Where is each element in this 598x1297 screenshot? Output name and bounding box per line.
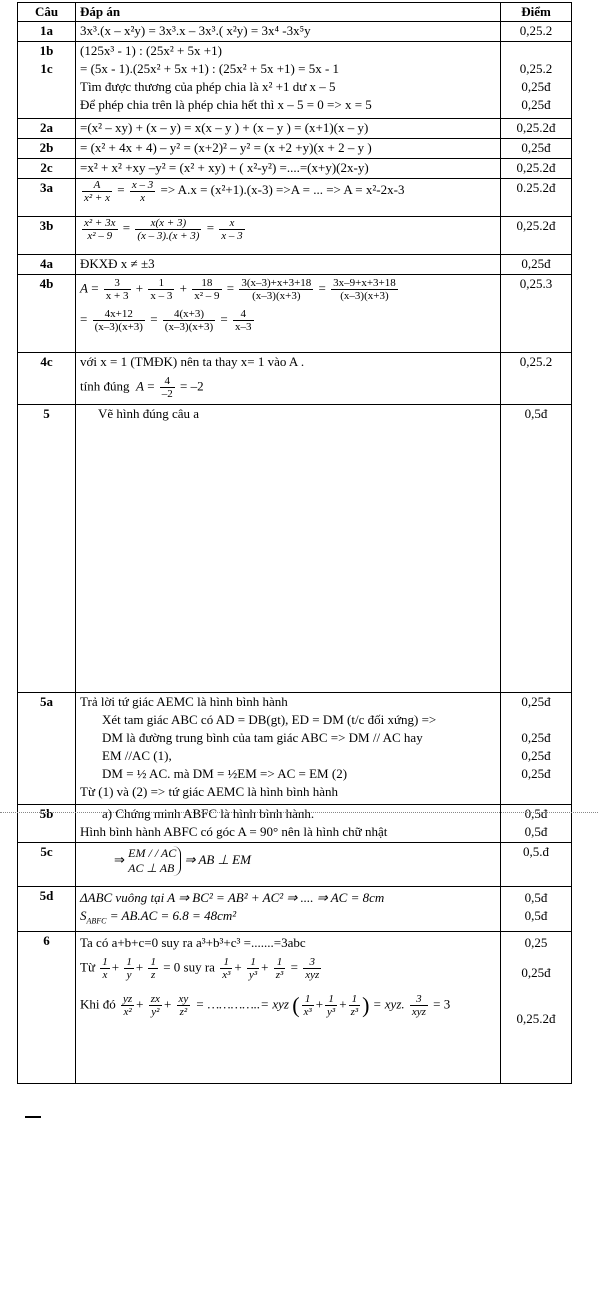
row-4b	[18, 275, 572, 353]
header-cau: Câu	[18, 3, 76, 22]
score: 0,25.2đ	[501, 217, 572, 255]
answer-line: Ta có a+b+c=0 suy ra a³+b³+c³ =.......=3abc	[80, 934, 306, 950]
answer-line: ΔABC vuông tại A ⇒ BC² = AB² + AC² ⇒ .... ⇒ AC = 8cm	[80, 890, 385, 905]
fraction: $\frac{4}{-2}$	[161, 375, 173, 400]
score: 0,25.3	[501, 275, 572, 353]
row-2c	[18, 159, 572, 179]
fraction: $\frac{1}{x - 3}$	[150, 277, 173, 302]
fraction: $\frac{x - 3}{x}$	[131, 179, 154, 204]
score: 0,5đ	[524, 908, 548, 923]
answer-line: Tìm được thương của phép chia là x² +1 dư x – 5	[80, 79, 336, 94]
row-5c	[18, 843, 572, 887]
answer-text: = (x² + 4x + 4) – y² = (x+2)² – y² = (x +2 +y)(x + 2 – y )	[76, 139, 501, 159]
row-5	[18, 405, 572, 693]
score: 0,25đ	[521, 964, 551, 980]
answer-line: Trả lời tứ giác AEMC là hình bình hành	[80, 694, 288, 709]
answer-line: DM là đường trung bình của tam giác ABC => DM // AC hay	[102, 730, 423, 745]
header-row	[18, 3, 572, 22]
answer-line: Xét tam giác ABC có AD = DB(gt), ED = DM (t/c đối xứng) =>	[102, 712, 437, 727]
page-break-dotted-line	[0, 812, 598, 813]
cau-label: 1c	[40, 61, 53, 76]
row-1a	[18, 22, 572, 42]
score: 0.25.2đ	[501, 179, 572, 217]
score: 0,5đ	[524, 806, 548, 821]
row-5d	[18, 887, 572, 932]
formula: Khi đó $\frac{yz}{\text{x²}}$ + $\frac{zx}{\text{y²}}$ + $\frac{xy}{\text{z²}}$ = …………..= xyz ( $\frac{1}{\text{x³}}$ + $\frac{1}{\text{y³}}$ + $\frac{1}{\text{z³}}$ ) = xyz. $\frac{3}{\text{xyz}}$ = 3	[80, 992, 451, 1018]
formula: = $\frac{4x+12}{(x-3)(x+3)}$ = $\frac{4(x+3)}{(x-3)(x+3)}$ = $\frac{4}{x-3}$	[80, 308, 252, 333]
fraction: $\frac{3}{x + 3}$	[105, 277, 129, 302]
score: 0,25.2	[501, 22, 572, 42]
answer-text: =x² + x² +xy –y² = (x² + xy) + ( x²-y²) =....=(x+y)(2x-y)	[76, 159, 501, 179]
score: 0,25đ	[521, 748, 551, 763]
score: 0,25đ	[521, 730, 551, 745]
footer-dash	[25, 1116, 41, 1118]
score: 0,25.2	[519, 61, 553, 76]
score: 0,5đ	[524, 824, 548, 839]
header-diem: Điểm	[501, 3, 572, 22]
answer-line: DM = ½ AC. mà DM = ½EM => AC = EM (2)	[102, 766, 348, 781]
cau-label: 5d	[18, 887, 76, 932]
answer-text: => A.x = (x²+1).(x-3) =>A = ... => A = x²-2x-3	[160, 182, 405, 198]
row-3b	[18, 217, 572, 255]
answer-text: Vẽ hình đúng câu a	[76, 405, 501, 693]
answer-text: ĐKXĐ x ≠ ±3	[76, 255, 501, 275]
row-2a	[18, 119, 572, 139]
answer-line: với x = 1 (TMĐK) nên ta thay x= 1 vào A .	[80, 354, 305, 369]
answer-line: Hình bình hành ABFC có góc A = 90° nên là hình chữ nhật	[80, 824, 388, 839]
answer-text: =(x² – xy) + (x – y) = x(x – y ) + (x – y ) = (x+1)(x – y)	[76, 119, 501, 139]
score: 0,25.2đ	[501, 119, 572, 139]
cau-label: 5a	[18, 693, 76, 805]
cau-label: 4a	[18, 255, 76, 275]
fraction: $\frac{\text{x² + 3x}}{\text{x² – 9}}$	[84, 217, 116, 242]
answer-line: (125x³ - 1) : (25x² + 5x +1)	[80, 43, 222, 58]
row-3a	[18, 179, 572, 217]
score: 0,5đ	[524, 890, 548, 905]
cau-label: 2b	[18, 139, 76, 159]
score: 0,5.đ	[501, 843, 572, 887]
fraction: $\frac{x(x + 3)}{(x - 3).(x + 3)}$	[137, 217, 200, 242]
cau-label: 3b	[18, 217, 76, 255]
score: 0,25đ	[521, 766, 551, 781]
score: 0,25đ	[521, 97, 551, 112]
fraction: $\frac{A}{\text{x² + x}}$	[84, 179, 110, 204]
fraction: $\frac{4}{x-3}$	[235, 308, 252, 333]
score: 0,5đ	[501, 405, 572, 693]
cau-label: 5b	[18, 805, 76, 843]
fraction: $\frac{4x+12}{(x-3)(x+3)}$	[94, 308, 143, 333]
cau-label: 6	[18, 931, 76, 1083]
cau-label: 1b	[39, 43, 54, 58]
fraction: $\frac{x}{x - 3}$	[221, 217, 243, 242]
row-6	[18, 931, 572, 1083]
cau-label: 4c	[18, 353, 76, 405]
answer-line: Từ (1) và (2) => tứ giác AEMC là hình bình hành	[80, 784, 339, 799]
formula: tính đúng A = $\frac{4}{-2}$ = –2	[80, 375, 204, 400]
cau-label: 3a	[18, 179, 76, 217]
formula: $S_{ABFC} = AB.AC = 6.8 = 48cm^2$	[80, 908, 237, 926]
fraction: $\frac{3x-9+x+3+18}{(x-3)(x+3)}$	[333, 277, 396, 302]
row-4a	[18, 255, 572, 275]
cau-label: 5c	[18, 843, 76, 887]
formula: ⇒ EM / / AC AC ⊥ AB ⇒ AB ⊥ EM	[114, 846, 251, 875]
cau-label: 2a	[18, 119, 76, 139]
score: 0,25.2đ	[516, 1010, 556, 1026]
header-dap-an: Đáp án	[76, 3, 501, 22]
cau-label: 2c	[18, 159, 76, 179]
row-4c	[18, 353, 572, 405]
fraction: $\frac{4(x+3)}{(x-3)(x+3)}$	[164, 308, 214, 333]
score: 0,25	[524, 934, 548, 950]
row-5a	[18, 693, 572, 805]
cau-label: 4b	[18, 275, 76, 353]
score: 0,25đ	[501, 139, 572, 159]
formula: Từ $\frac{1}{x}$ + $\frac{1}{y}$ + $\frac{1}{z}$ = 0 suy ra $\frac{1}{\text{x³}}$ + $\frac{1}{\text{y³}}$ + $\frac{1}{\text{z³}}$ = $\frac{3}{\text{xyz}}$	[80, 955, 320, 981]
answer-table	[17, 2, 572, 1084]
answer-line: a) Chứng minh ABFC là hình bình hành.	[102, 806, 315, 821]
formula: $\frac{\text{x² + 3x}}{\text{x² – 9}}$ = $\frac{x(x + 3)}{(x - 3).(x + 3)}$ = $\frac{x}{x - 3}$	[84, 217, 243, 242]
score: 0,25.2	[501, 353, 572, 405]
row-2b	[18, 139, 572, 159]
answer-line: EM //AC (1),	[102, 748, 172, 763]
answer-line: = (5x - 1).(25x² + 5x +1) : (25x² + 5x +1) = 5x - 1	[80, 61, 340, 76]
answer-text: 3x³.(x – x²y) = 3x³.x – 3x³.( x²y) = 3x⁴ -3x⁵y	[76, 22, 501, 42]
row-1b-1c	[18, 42, 572, 119]
answer-sheet	[17, 2, 571, 1084]
formula: A = $\frac{3}{x + 3}$ + $\frac{1}{x - 3}$ + $\frac{18}{\text{x² – 9}}$ = $\frac{3(x-3)+x+3+18}{(x-3)(x+3)}$ = $\frac{3x-9+x+3+18}{(x-3)(x+3)}$	[80, 277, 396, 302]
brace-group: EM / / AC AC ⊥ AB	[128, 846, 181, 876]
score: 0,25đ	[501, 255, 572, 275]
score: 0,25đ	[521, 79, 551, 94]
fraction: $\frac{3(x-3)+x+3+18}{(x-3)(x+3)}$	[241, 277, 312, 302]
answer-line: Để phép chia trên là phép chia hết thì x – 5 = 0 => x = 5	[80, 97, 372, 112]
cau-label: 5	[18, 405, 76, 693]
score: 0,25.2đ	[501, 159, 572, 179]
score: 0,25đ	[521, 694, 551, 709]
cau-label: 1a	[18, 22, 76, 42]
row-5b	[18, 805, 572, 843]
fraction: $\frac{18}{\text{x² – 9}}$	[194, 277, 220, 302]
formula: $\frac{A}{\text{x² + x}}$ = $\frac{x - 3}{x}$ => A.x = (x²+1).(x-3) =>A = ... => A = x²-2x-3	[84, 179, 405, 204]
